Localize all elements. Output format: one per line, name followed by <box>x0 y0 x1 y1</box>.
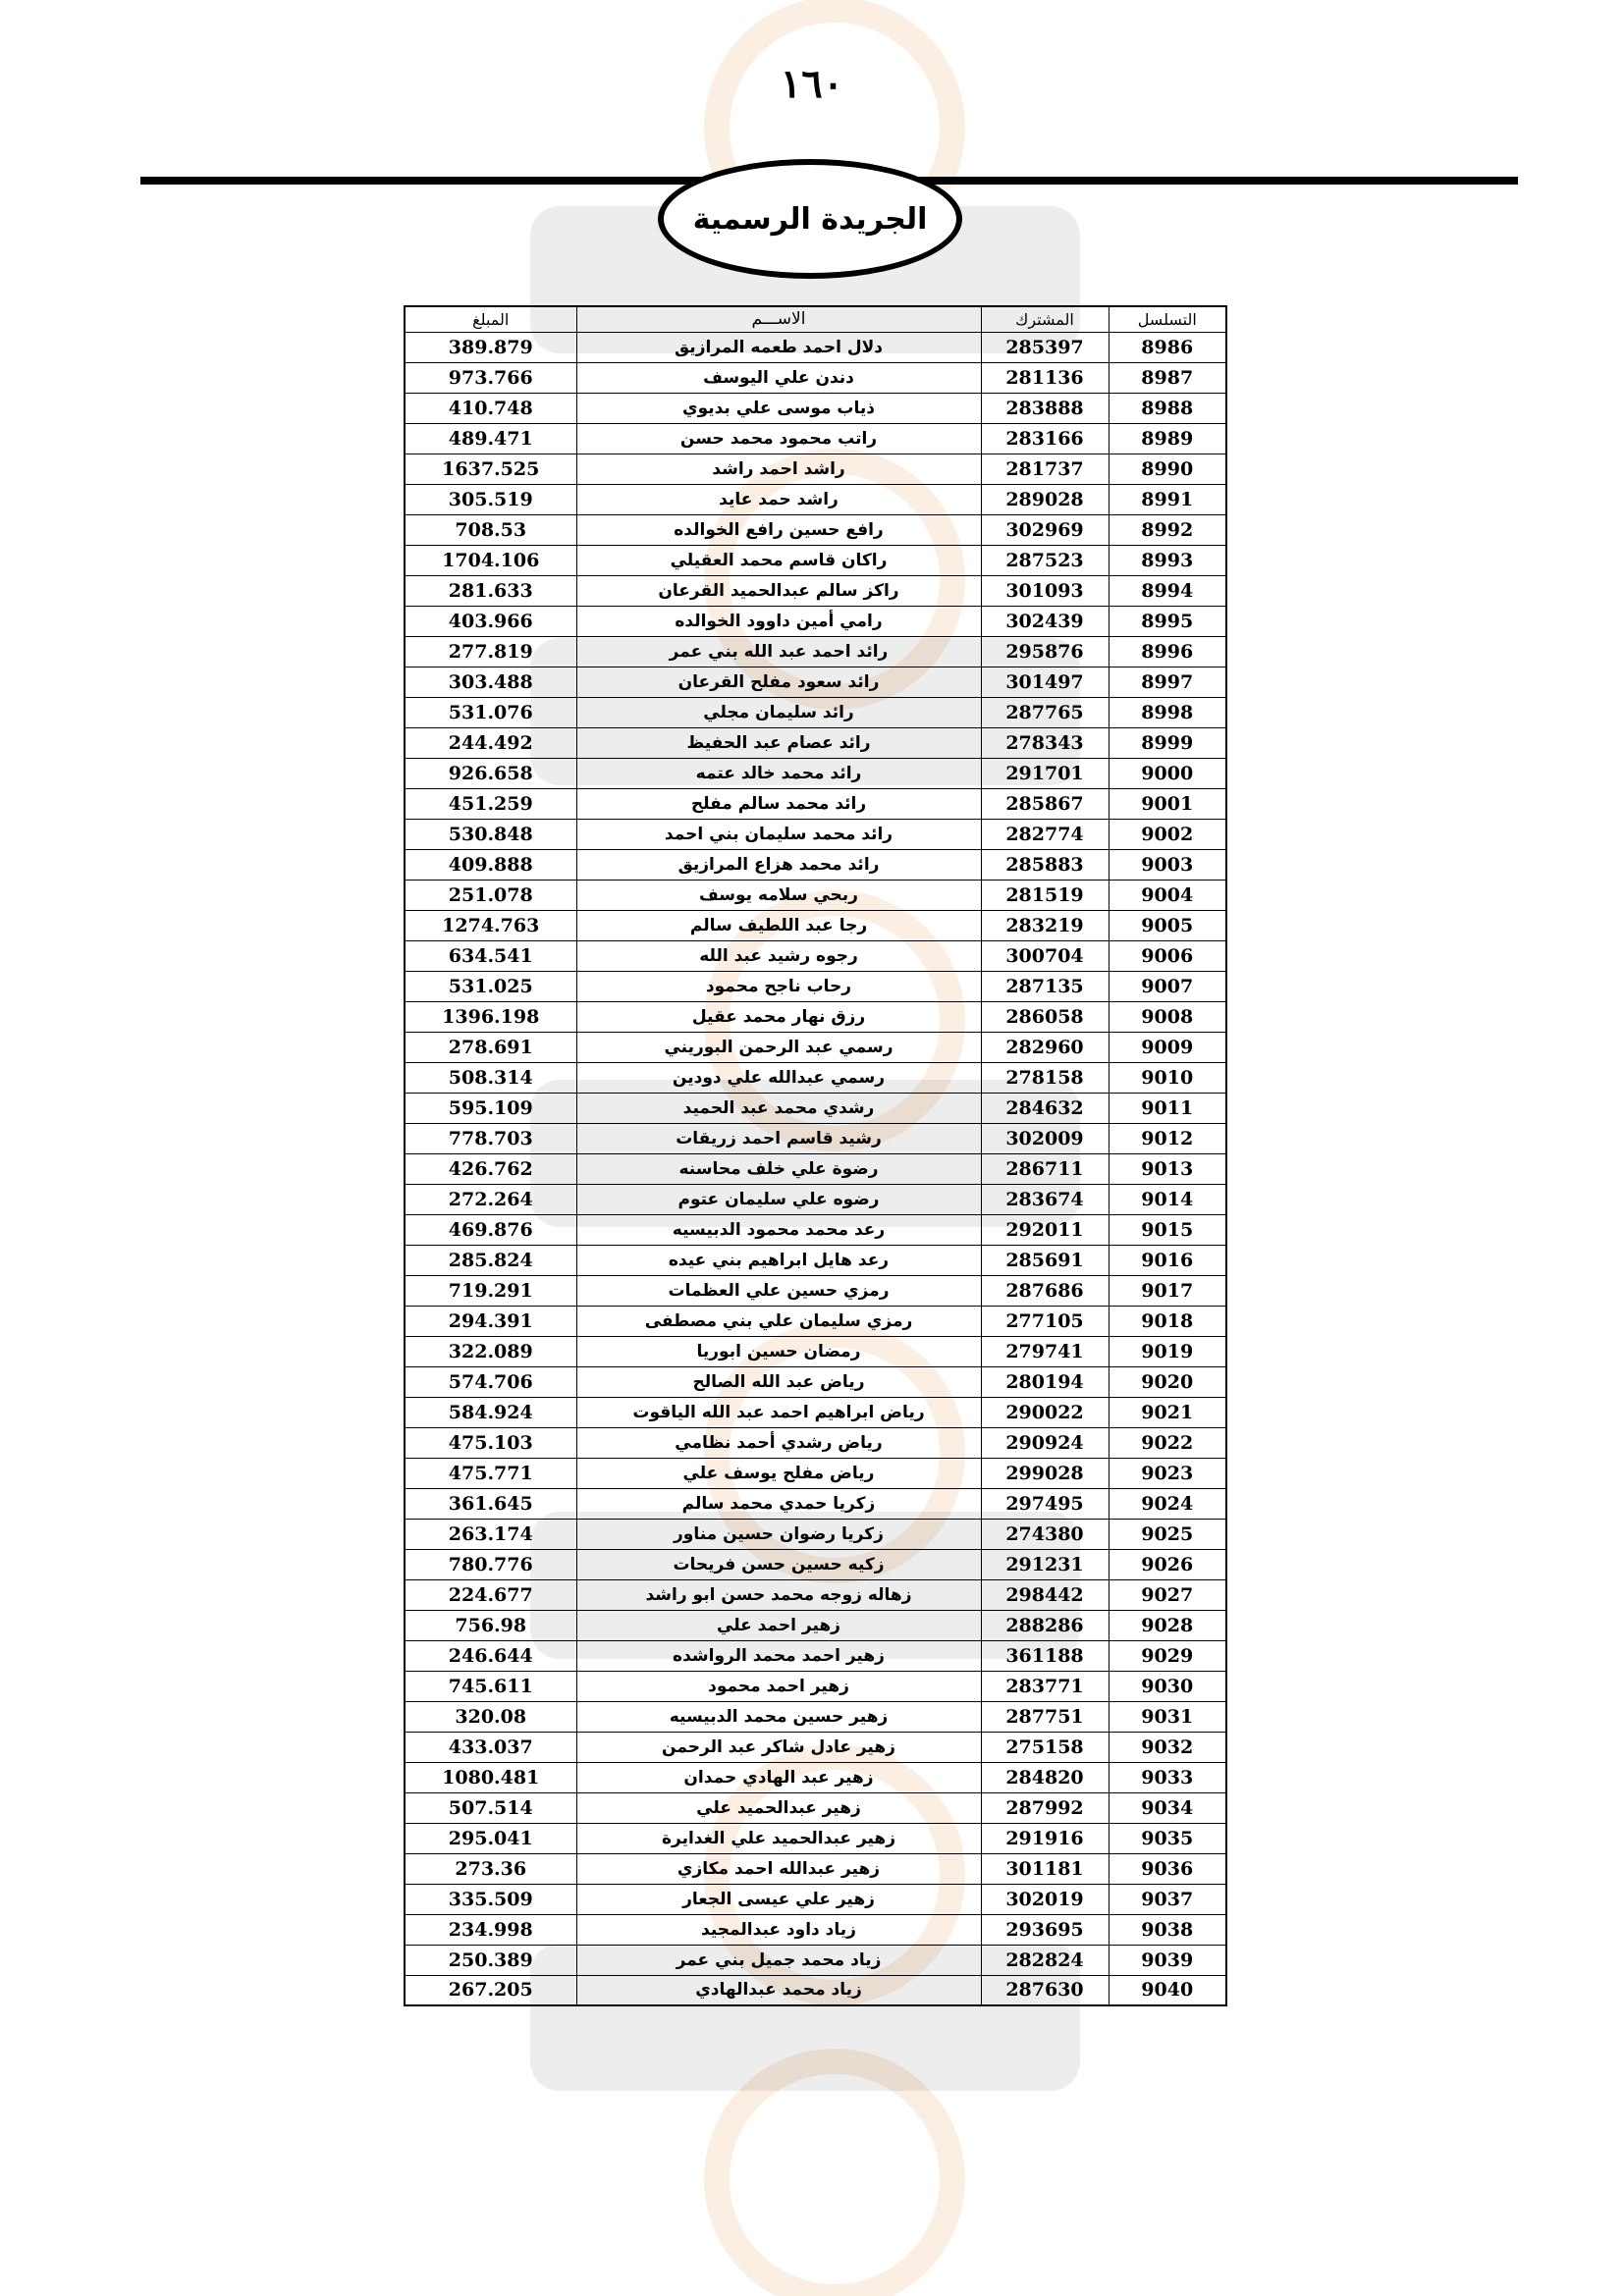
cell-subscriber: 283166 <box>981 423 1109 454</box>
cell-subscriber: 287523 <box>981 545 1109 575</box>
table-row <box>405 1610 1226 1640</box>
cell-name: رضوه علي سليمان عتوم <box>576 1184 981 1214</box>
cell-subscriber: 287751 <box>981 1701 1109 1732</box>
cell-name: زكريا حمدي محمد سالم <box>576 1488 981 1519</box>
cell-amount: 780.776 <box>405 1549 576 1579</box>
cell-serial: 9022 <box>1109 1427 1226 1458</box>
cell-serial: 9012 <box>1109 1123 1226 1153</box>
cell-subscriber: 301497 <box>981 667 1109 697</box>
table-row <box>405 667 1226 697</box>
cell-name: رياض ابراهيم احمد عبد الله الياقوت <box>576 1397 981 1427</box>
cell-serial: 9000 <box>1109 758 1226 788</box>
cell-name: رزق نهار محمد عقيل <box>576 1001 981 1032</box>
cell-amount: 403.966 <box>405 606 576 636</box>
cell-subscriber: 280194 <box>981 1366 1109 1397</box>
cell-amount: 277.819 <box>405 636 576 667</box>
cell-name: رياض عبد الله الصالح <box>576 1366 981 1397</box>
cell-amount: 451.259 <box>405 788 576 819</box>
table-row <box>405 332 1226 362</box>
cell-subscriber: 291231 <box>981 1549 1109 1579</box>
table-row <box>405 1884 1226 1914</box>
cell-name: زكريا رضوان حسين مناور <box>576 1519 981 1549</box>
cell-serial: 9005 <box>1109 910 1226 940</box>
cell-serial: 9040 <box>1109 1975 1226 2005</box>
column-header-amount: المبلغ <box>405 306 576 332</box>
table-body <box>405 332 1226 2005</box>
cell-name: رائد احمد عبد الله بني عمر <box>576 636 981 667</box>
table-row <box>405 1001 1226 1032</box>
table-row <box>405 514 1226 545</box>
masthead-title: الجريدة الرسمية <box>692 201 928 237</box>
cell-subscriber: 289028 <box>981 484 1109 514</box>
cell-amount: 973.766 <box>405 362 576 393</box>
cell-name: رسمي عبد الرحمن البوريني <box>576 1032 981 1062</box>
cell-name: رشيد قاسم احمد زريقات <box>576 1123 981 1153</box>
cell-amount: 267.205 <box>405 1975 576 2005</box>
cell-name: ربحي سلامه يوسف <box>576 880 981 910</box>
cell-serial: 8997 <box>1109 667 1226 697</box>
cell-amount: 708.53 <box>405 514 576 545</box>
cell-subscriber: 281737 <box>981 454 1109 484</box>
table-row <box>405 1123 1226 1153</box>
cell-amount: 281.633 <box>405 575 576 606</box>
cell-amount: 508.314 <box>405 1062 576 1093</box>
cell-subscriber: 299028 <box>981 1458 1109 1488</box>
cell-subscriber: 281519 <box>981 880 1109 910</box>
table-row <box>405 423 1226 454</box>
cell-serial: 8993 <box>1109 545 1226 575</box>
cell-subscriber: 293695 <box>981 1914 1109 1945</box>
cell-subscriber: 302439 <box>981 606 1109 636</box>
cell-amount: 745.611 <box>405 1671 576 1701</box>
table-row <box>405 606 1226 636</box>
cell-serial: 9029 <box>1109 1640 1226 1671</box>
cell-amount: 475.103 <box>405 1427 576 1458</box>
cell-subscriber: 287992 <box>981 1792 1109 1823</box>
cell-serial: 9019 <box>1109 1336 1226 1366</box>
cell-amount: 595.109 <box>405 1093 576 1123</box>
page-number: ١٦٠ <box>780 61 844 107</box>
table-row <box>405 1579 1226 1610</box>
table-row <box>405 819 1226 849</box>
cell-serial: 8998 <box>1109 697 1226 727</box>
cell-amount: 634.541 <box>405 940 576 971</box>
cell-amount: 244.492 <box>405 727 576 758</box>
cell-name: رائد عصام عبد الحفيظ <box>576 727 981 758</box>
cell-subscriber: 287686 <box>981 1275 1109 1306</box>
cell-amount: 320.08 <box>405 1701 576 1732</box>
table-row <box>405 1336 1226 1366</box>
cell-subscriber: 284632 <box>981 1093 1109 1123</box>
table-row <box>405 1306 1226 1336</box>
cell-amount: 246.644 <box>405 1640 576 1671</box>
cell-serial: 9033 <box>1109 1762 1226 1792</box>
cell-amount: 285.824 <box>405 1245 576 1275</box>
table-row <box>405 1671 1226 1701</box>
cell-serial: 9023 <box>1109 1458 1226 1488</box>
cell-name: راشد حمد عايد <box>576 484 981 514</box>
cell-serial: 9003 <box>1109 849 1226 880</box>
table-row <box>405 1488 1226 1519</box>
cell-name: راكز سالم عبدالحميد القرعان <box>576 575 981 606</box>
cell-name: رائد محمد سليمان بني احمد <box>576 819 981 849</box>
table-row <box>405 1275 1226 1306</box>
cell-serial: 8989 <box>1109 423 1226 454</box>
cell-subscriber: 361188 <box>981 1640 1109 1671</box>
cell-serial: 8991 <box>1109 484 1226 514</box>
cell-name: زهاله زوجه محمد حسن ابو راشد <box>576 1579 981 1610</box>
cell-subscriber: 290022 <box>981 1397 1109 1427</box>
cell-amount: 335.509 <box>405 1884 576 1914</box>
table-row <box>405 971 1226 1001</box>
table-row <box>405 484 1226 514</box>
cell-name: رعد محمد محمود الدبيسيه <box>576 1214 981 1245</box>
cell-subscriber: 285867 <box>981 788 1109 819</box>
table-row <box>405 910 1226 940</box>
cell-subscriber: 297495 <box>981 1488 1109 1519</box>
column-header-subscriber: المشترك <box>981 306 1109 332</box>
cell-amount: 531.025 <box>405 971 576 1001</box>
cell-name: رامي أمين داوود الخوالده <box>576 606 981 636</box>
cell-serial: 9030 <box>1109 1671 1226 1701</box>
cell-serial: 8999 <box>1109 727 1226 758</box>
cell-subscriber: 285397 <box>981 332 1109 362</box>
cell-subscriber: 291701 <box>981 758 1109 788</box>
table-row <box>405 1245 1226 1275</box>
cell-amount: 295.041 <box>405 1823 576 1853</box>
cell-serial: 9008 <box>1109 1001 1226 1032</box>
cell-subscriber: 301181 <box>981 1853 1109 1884</box>
cell-name: زهير عبدالله احمد مكازي <box>576 1853 981 1884</box>
cell-subscriber: 282824 <box>981 1945 1109 1975</box>
cell-amount: 507.514 <box>405 1792 576 1823</box>
table-header-row <box>405 306 1226 332</box>
table-row <box>405 454 1226 484</box>
cell-amount: 409.888 <box>405 849 576 880</box>
table-row <box>405 545 1226 575</box>
cell-name: زهير عادل شاكر عبد الرحمن <box>576 1732 981 1762</box>
table-row <box>405 1458 1226 1488</box>
table-row <box>405 393 1226 423</box>
cell-amount: 426.762 <box>405 1153 576 1184</box>
table-row <box>405 1519 1226 1549</box>
cell-amount: 778.703 <box>405 1123 576 1153</box>
cell-subscriber: 287135 <box>981 971 1109 1001</box>
cell-subscriber: 286711 <box>981 1153 1109 1184</box>
cell-name: دندن علي اليوسف <box>576 362 981 393</box>
table-row <box>405 1792 1226 1823</box>
cell-name: زهير احمد محمد الرواشده <box>576 1640 981 1671</box>
cell-name: راتب محمود محمد حسن <box>576 423 981 454</box>
cell-subscriber: 295876 <box>981 636 1109 667</box>
cell-name: راشد احمد راشد <box>576 454 981 484</box>
cell-subscriber: 283888 <box>981 393 1109 423</box>
cell-amount: 1080.481 <box>405 1762 576 1792</box>
cell-serial: 9013 <box>1109 1153 1226 1184</box>
cell-subscriber: 274380 <box>981 1519 1109 1549</box>
cell-amount: 294.391 <box>405 1306 576 1336</box>
cell-serial: 9009 <box>1109 1032 1226 1062</box>
cell-serial: 9027 <box>1109 1579 1226 1610</box>
cell-serial: 8995 <box>1109 606 1226 636</box>
table-row <box>405 575 1226 606</box>
table-row <box>405 727 1226 758</box>
cell-amount: 719.291 <box>405 1275 576 1306</box>
cell-amount: 278.691 <box>405 1032 576 1062</box>
cell-name: زكيه حسين حسن فريحات <box>576 1549 981 1579</box>
cell-serial: 9031 <box>1109 1701 1226 1732</box>
cell-subscriber: 287630 <box>981 1975 1109 2005</box>
cell-name: رافع حسين رافع الخوالده <box>576 514 981 545</box>
table-row <box>405 362 1226 393</box>
cell-name: رشدي محمد عبد الحميد <box>576 1093 981 1123</box>
table-row <box>405 1549 1226 1579</box>
column-header-name: الاســـم <box>576 306 981 332</box>
cell-name: رائد سعود مفلح القرعان <box>576 667 981 697</box>
cell-subscriber: 298442 <box>981 1579 1109 1610</box>
cell-subscriber: 302009 <box>981 1123 1109 1153</box>
table-row <box>405 1640 1226 1671</box>
cell-amount: 530.848 <box>405 819 576 849</box>
cell-amount: 410.748 <box>405 393 576 423</box>
cell-serial: 9017 <box>1109 1275 1226 1306</box>
table-row <box>405 697 1226 727</box>
cell-name: زهير عبد الهادي حمدان <box>576 1762 981 1792</box>
cell-amount: 574.706 <box>405 1366 576 1397</box>
cell-serial: 9004 <box>1109 880 1226 910</box>
masthead-oval <box>658 159 962 279</box>
cell-amount: 272.264 <box>405 1184 576 1214</box>
cell-amount: 584.924 <box>405 1397 576 1427</box>
table-row <box>405 1823 1226 1853</box>
cell-subscriber: 282960 <box>981 1032 1109 1062</box>
cell-name: زهير علي عيسى الجعار <box>576 1884 981 1914</box>
subscribers-table-wrapper <box>404 305 1225 2006</box>
table-row <box>405 1853 1226 1884</box>
cell-subscriber: 283674 <box>981 1184 1109 1214</box>
cell-name: زياد داود عبدالمجيد <box>576 1914 981 1945</box>
cell-amount: 531.076 <box>405 697 576 727</box>
cell-amount: 322.089 <box>405 1336 576 1366</box>
cell-name: زياد محمد جميل بني عمر <box>576 1945 981 1975</box>
cell-name: رجا عبد اللطيف سالم <box>576 910 981 940</box>
cell-name: رجوه رشيد عبد الله <box>576 940 981 971</box>
table-row <box>405 1701 1226 1732</box>
cell-subscriber: 285883 <box>981 849 1109 880</box>
cell-amount: 469.876 <box>405 1214 576 1245</box>
cell-name: زياد محمد عبدالهادي <box>576 1975 981 2005</box>
table-row <box>405 880 1226 910</box>
cell-name: رسمي عبدالله علي دودين <box>576 1062 981 1093</box>
cell-serial: 9032 <box>1109 1732 1226 1762</box>
cell-serial: 9038 <box>1109 1914 1226 1945</box>
cell-serial: 8996 <box>1109 636 1226 667</box>
table-row <box>405 849 1226 880</box>
cell-name: رياض مفلح يوسف علي <box>576 1458 981 1488</box>
cell-name: زهير حسين محمد الدبيسيه <box>576 1701 981 1732</box>
cell-subscriber: 277105 <box>981 1306 1109 1336</box>
cell-name: زهير احمد محمود <box>576 1671 981 1701</box>
table-row <box>405 1214 1226 1245</box>
cell-amount: 433.037 <box>405 1732 576 1762</box>
cell-amount: 756.98 <box>405 1610 576 1640</box>
cell-serial: 9015 <box>1109 1214 1226 1245</box>
cell-amount: 926.658 <box>405 758 576 788</box>
cell-amount: 361.645 <box>405 1488 576 1519</box>
table-row <box>405 1975 1226 2005</box>
cell-name: رمضان حسين ابوريا <box>576 1336 981 1366</box>
subscribers-table <box>404 305 1227 2006</box>
cell-serial: 8986 <box>1109 332 1226 362</box>
cell-amount: 389.879 <box>405 332 576 362</box>
cell-subscriber: 301093 <box>981 575 1109 606</box>
cell-name: رائد سليمان مجلي <box>576 697 981 727</box>
cell-serial: 9037 <box>1109 1884 1226 1914</box>
cell-subscriber: 278158 <box>981 1062 1109 1093</box>
cell-subscriber: 300704 <box>981 940 1109 971</box>
cell-subscriber: 302019 <box>981 1884 1109 1914</box>
cell-amount: 224.677 <box>405 1579 576 1610</box>
cell-name: رمزي حسين علي العظمات <box>576 1275 981 1306</box>
cell-serial: 9028 <box>1109 1610 1226 1640</box>
table-row <box>405 636 1226 667</box>
cell-name: رعد هايل ابراهيم بني عيده <box>576 1245 981 1275</box>
cell-serial: 8994 <box>1109 575 1226 606</box>
cell-name: رائد محمد سالم مفلح <box>576 788 981 819</box>
cell-serial: 9006 <box>1109 940 1226 971</box>
cell-name: ذياب موسى علي بديوي <box>576 393 981 423</box>
cell-serial: 9014 <box>1109 1184 1226 1214</box>
cell-amount: 234.998 <box>405 1914 576 1945</box>
cell-amount: 305.519 <box>405 484 576 514</box>
cell-serial: 9020 <box>1109 1366 1226 1397</box>
table-row <box>405 1945 1226 1975</box>
cell-subscriber: 284820 <box>981 1762 1109 1792</box>
table-row <box>405 1427 1226 1458</box>
table-row <box>405 940 1226 971</box>
cell-serial: 9018 <box>1109 1306 1226 1336</box>
cell-serial: 9016 <box>1109 1245 1226 1275</box>
cell-amount: 489.471 <box>405 423 576 454</box>
cell-serial: 9025 <box>1109 1519 1226 1549</box>
cell-amount: 1274.763 <box>405 910 576 940</box>
cell-amount: 273.36 <box>405 1853 576 1884</box>
cell-subscriber: 290924 <box>981 1427 1109 1458</box>
cell-subscriber: 283771 <box>981 1671 1109 1701</box>
cell-subscriber: 278343 <box>981 727 1109 758</box>
table-row <box>405 1914 1226 1945</box>
table-row <box>405 1062 1226 1093</box>
cell-amount: 475.771 <box>405 1458 576 1488</box>
cell-name: زهير عبدالحميد علي <box>576 1792 981 1823</box>
cell-serial: 9034 <box>1109 1792 1226 1823</box>
cell-name: رحاب ناجح محمود <box>576 971 981 1001</box>
cell-serial: 9001 <box>1109 788 1226 819</box>
cell-subscriber: 275158 <box>981 1732 1109 1762</box>
cell-serial: 8987 <box>1109 362 1226 393</box>
cell-serial: 9036 <box>1109 1853 1226 1884</box>
cell-subscriber: 292011 <box>981 1214 1109 1245</box>
cell-subscriber: 279741 <box>981 1336 1109 1366</box>
table-row <box>405 1732 1226 1762</box>
cell-name: رمزي سليمان علي بني مصطفى <box>576 1306 981 1336</box>
table-row <box>405 1153 1226 1184</box>
cell-serial: 8992 <box>1109 514 1226 545</box>
cell-name: رياض رشدي أحمد نظامي <box>576 1427 981 1458</box>
cell-amount: 1396.198 <box>405 1001 576 1032</box>
cell-subscriber: 287765 <box>981 697 1109 727</box>
cell-subscriber: 281136 <box>981 362 1109 393</box>
cell-amount: 263.174 <box>405 1519 576 1549</box>
table-row <box>405 788 1226 819</box>
cell-serial: 9035 <box>1109 1823 1226 1853</box>
table-row <box>405 1762 1226 1792</box>
cell-name: راكان قاسم محمد العقيلي <box>576 545 981 575</box>
table-row <box>405 1184 1226 1214</box>
cell-name: رضوة علي خلف محاسنه <box>576 1153 981 1184</box>
cell-serial: 9011 <box>1109 1093 1226 1123</box>
cell-serial: 9007 <box>1109 971 1226 1001</box>
cell-serial: 8988 <box>1109 393 1226 423</box>
cell-name: رائد محمد هزاع المرازيق <box>576 849 981 880</box>
cell-name: زهير عبدالحميد علي الغدايرة <box>576 1823 981 1853</box>
cell-subscriber: 283219 <box>981 910 1109 940</box>
cell-subscriber: 285691 <box>981 1245 1109 1275</box>
column-header-serial: التسلسل <box>1109 306 1226 332</box>
cell-amount: 1704.106 <box>405 545 576 575</box>
cell-serial: 9010 <box>1109 1062 1226 1093</box>
cell-serial: 9024 <box>1109 1488 1226 1519</box>
table-row <box>405 1032 1226 1062</box>
cell-serial: 8990 <box>1109 454 1226 484</box>
cell-name: رائد محمد خالد عتمه <box>576 758 981 788</box>
table-row <box>405 1093 1226 1123</box>
cell-serial: 9026 <box>1109 1549 1226 1579</box>
cell-amount: 1637.525 <box>405 454 576 484</box>
cell-subscriber: 286058 <box>981 1001 1109 1032</box>
cell-subscriber: 302969 <box>981 514 1109 545</box>
cell-serial: 9039 <box>1109 1945 1226 1975</box>
table-row <box>405 1397 1226 1427</box>
cell-serial: 9021 <box>1109 1397 1226 1427</box>
cell-subscriber: 282774 <box>981 819 1109 849</box>
cell-subscriber: 288286 <box>981 1610 1109 1640</box>
cell-name: دلال احمد طعمه المرازيق <box>576 332 981 362</box>
table-row <box>405 1366 1226 1397</box>
cell-amount: 250.389 <box>405 1945 576 1975</box>
cell-amount: 303.488 <box>405 667 576 697</box>
cell-amount: 251.078 <box>405 880 576 910</box>
cell-subscriber: 291916 <box>981 1823 1109 1853</box>
cell-name: زهير احمد علي <box>576 1610 981 1640</box>
table-row <box>405 758 1226 788</box>
cell-serial: 9002 <box>1109 819 1226 849</box>
